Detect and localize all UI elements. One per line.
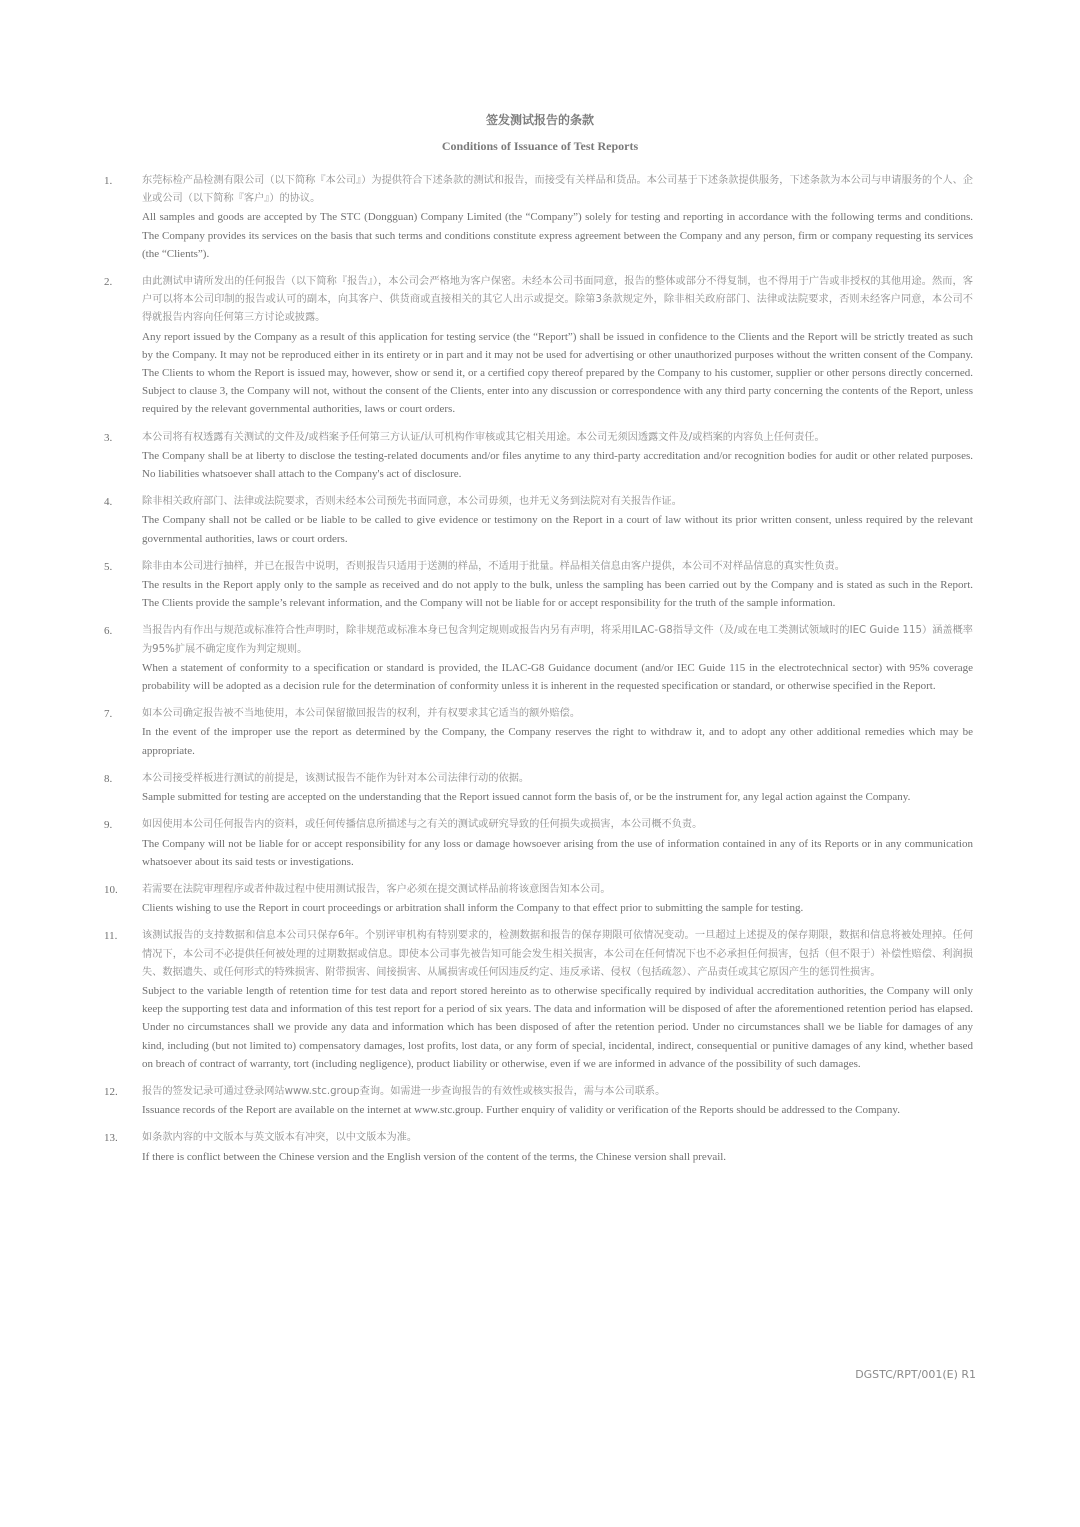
- clause-text-english: Subject to the variable length of retention time for test data and report stored hereinto as to otherwise specifically required by individual accreditation authorities, the Company will only keep the supporting test data and information of this test report for a period of six years. The data and information will be disposed of after the aforementioned retention period has elapsed. Under no circumstances shall we provide any data and information which has been disposed of after the retention period. Under no circumstances shall we be liable for damages of any kind, including (but not limited to) compensatory damages, lost profits, lost data, or any form of special, incidental, indirect, consequential or punitive damages of any kind, whether based on breach of contract of warranty, tort (including negligence), product liability or otherwise, even if we are informed in advance of the possibility of such damages.: [142, 984, 973, 1070]
- clause-number: 4.: [104, 496, 113, 509]
- clause-text-chinese: 当报告内有作出与规范或标准符合性声明时，除非规范或标准本身已包含判定规则或报告内另有声明，将采用ILAC-G8指导文件（及/或在电工类测试领域时的IEC Guide 115）涵盖概率为95%扩展不确定度作为判定规则。: [142, 625, 973, 655]
- clause-2: [0, 273, 1080, 419]
- clause-number: 11.: [104, 930, 118, 943]
- clause-text-english: The Company shall not be called or be liable to be called to give evidence or testimony on the Report in a court of law without its prior written consent, unless required by the relevant governmental authorities, laws or court orders.: [142, 514, 973, 545]
- clause-5: [0, 558, 1080, 613]
- clause-text-english: The results in the Report apply only to the sample as received and do not apply to the bulk, unless the sampling has been carried out by the Company and is stated as such in the Report. The Clients provide the sample’s relevant information, and the Company will not be liable for or accept responsibility for the truth of the sample information.: [142, 579, 973, 610]
- clause-6: [0, 622, 1080, 695]
- clause-text-chinese: 除非相关政府部门、法律或法院要求，否则未经本公司预先书面同意，本公司毋须，也并无义务到法院对有关报告作证。: [142, 496, 682, 508]
- clause-7: [0, 705, 1080, 760]
- clause-12: [0, 1083, 1080, 1119]
- clause-text-chinese: 如因使用本公司任何报告内的资料，或任何传播信息所描述与之有关的测试或研究导致的任何损失或损害，本公司概不负责。: [142, 819, 703, 831]
- clause-number: 13.: [104, 1132, 118, 1145]
- clause-number: 6.: [104, 625, 113, 638]
- clause-text-english: All samples and goods are accepted by The STC (Dongguan) Company Limited (the “Company”) solely for testing and reporting in accordance with the following terms and conditions. The Company provides its services on the basis that such terms and conditions constitute express agreement between the Company and any person, firm or company requesting its services (the “Clients”).: [142, 211, 973, 260]
- clause-text-chinese: 本公司接受样板进行测试的前提是，该测试报告不能作为针对本公司法律行动的依据。: [142, 772, 530, 784]
- clause-8: [0, 770, 1080, 806]
- clause-text-english: Clients wishing to use the Report in court proceedings or arbitration shall inform the Company to that effect prior to submitting the sample for testing.: [142, 902, 804, 915]
- clause-number: 3.: [104, 431, 113, 444]
- clause-text-chinese: 由此测试申请所发出的任何报告（以下简称『报告』），本公司会严格地为客户保密。未经本公司书面同意，报告的整体或部分不得复制，也不得用于广告或非授权的其他用途。然而，客户可以将本公司印制的报告或认可的副本，向其客户、供货商或直接相关的其它人出示或提交。除第3条款规定外，除非相关政府部门、法律或法院要求，否则未经客户同意，本公司不得就报告内容向任何第三方讨论或披露。: [142, 276, 973, 324]
- page-title-english: Conditions of Issuance of Test Reports: [441, 139, 639, 153]
- clause-text-chinese: 如条款内容的中文版本与英文版本有冲突，以中文版本为准。: [142, 1132, 418, 1144]
- clause-number: 2.: [104, 276, 113, 289]
- clause-number: 1.: [104, 175, 113, 187]
- clause-13: [0, 1129, 1080, 1165]
- clause-text-chinese: 该测试报告的支持数据和信息本公司只保存6年。个别评审机构有特别要求的，检测数据和报告的保存期限可依情况变动。一旦超过上述提及的保存期限，数据和信息将被处理掉。任何情况下，本公司不必提供任何被处理的过期数据或信息。即使本公司事先被告知可能会发生相关损害，本公司在任何情况下也不必承担任何损害，包括（但不限于）补偿性赔偿、利润损失、数据遗失、或任何形式的特殊损害、附带损害、间接损害、从属损害或任何因违反约定、违反承诺、侵权（包括疏忽）、产品责任或其它原因产生的惩罚性损害。: [142, 930, 973, 978]
- clause-number: 5.: [104, 560, 113, 573]
- clause-text-chinese: 如本公司确定报告被不当地使用，本公司保留撤回报告的权利，并有权要求其它适当的额外赔偿。: [142, 708, 581, 720]
- clause-number: 10.: [104, 883, 118, 896]
- clause-text-english: Sample submitted for testing are accepted on the understanding that the Report issued cannot form the basis of, or be the instrument for, any legal action against the Company.: [142, 791, 911, 804]
- clause-text-chinese: 东莞标检产品检测有限公司（以下简称『本公司』）为提供符合下述条款的测试和报告，而接受有关样品和货品。本公司基于下述条款提供服务，下述条款为本公司与申请服务的个人、企业或公司（以下简称『客户』）的协议。: [142, 175, 973, 205]
- clause-number: 7.: [104, 708, 113, 721]
- clause-text-english: When a statement of conformity to a specification or standard is provided, the ILAC-G8 Guidance document (and/or IEC Guide 115 in the electrotechnical sector) with 95% coverage probability will be adopted as a decision rule for the determination of conformity unless it is inherent in the requested specification or standard, or otherwise specified in the Report.: [142, 661, 973, 693]
- clause-number: 9.: [104, 819, 113, 832]
- clause-text-chinese: 除非由本公司进行抽样，并已在报告中说明，否则报告只适用于送测的样品，不适用于批量。样品相关信息由客户提供，本公司不对样品信息的真实性负责。: [142, 560, 845, 572]
- clause-3: [0, 429, 1080, 484]
- clause-1: [0, 172, 1080, 263]
- clause-text-chinese: 若需要在法院审理程序或者仲裁过程中使用测试报告，客户必须在提交测试样品前将该意图告知本公司。: [142, 883, 611, 895]
- clause-text-english: Any report issued by the Company as a result of this application for testing service (the “Report”) shall be issued in confidence to the Clients and the Report will be strictly treated as such by the Company. It may not be reproduced either in its entirety or in part and it may not be used for advertising or other unauthorized purposes without the written consent of the Company. The Clients to whom the Report is issued may, however, show or send it, or a certified copy thereof prepared by the Company to his customer, supplier or other persons directly concerned. Subject to clause 3, the Company will not, without the consent of the Clients, enter into any discussion or correspondence with any third party concerning the contents of the Report, unless required by the relevant governmental authorities, laws or court orders.: [142, 330, 973, 416]
- clause-10: [0, 881, 1080, 917]
- clause-text-english: In the event of the improper use the report as determined by the Company, the Company reserves the right to withdraw it, and to adopt any other additional remedies which may be appropriate.: [142, 726, 973, 757]
- clause-9: [0, 816, 1080, 871]
- clause-4: [0, 493, 1080, 548]
- document-code: DGSTC/RPT/001(E) R1: [855, 1368, 976, 1381]
- clause-text-english: If there is conflict between the Chinese version and the English version of the content of the terms, the Chinese version shall prevail.: [142, 1150, 727, 1163]
- clause-text-english: The Company will not be liable for or accept responsibility for any loss or damage howsoever arising from the use of information contained in any of its Reports or in any communication whatsoever about its said tests or investigations.: [142, 837, 973, 868]
- page-title-chinese: 签发测试报告的条款: [485, 113, 594, 127]
- clause-11: [0, 927, 1080, 1073]
- clause-text-english: Issuance records of the Report are available on the internet at www.stc.group. Further enquiry of validity or verification of the Reports should be addressed to the Company.: [142, 1104, 900, 1117]
- clause-text-english: The Company shall be at liberty to disclose the testing-related documents and/or files anytime to any third-party accreditation and/or recognition bodies for audit or other related purposes. No liabilities whatsoever shall attach to the Company's act of disclosure.: [142, 449, 973, 481]
- clause-list: [0, 172, 1080, 1176]
- clause-text-chinese: 报告的签发记录可通过登录网站www.stc.group查询。如需进一步查询报告的有效性或核实报告，需与本公司联系。: [142, 1085, 666, 1097]
- clause-text-chinese: 本公司将有权透露有关测试的文件及/或档案予任何第三方认证/认可机构作审核或其它相关用途。本公司无须因透露文件及/或档案的内容负上任何责任。: [142, 431, 825, 443]
- clause-number: 8.: [104, 772, 113, 785]
- clause-number: 12.: [104, 1085, 118, 1098]
